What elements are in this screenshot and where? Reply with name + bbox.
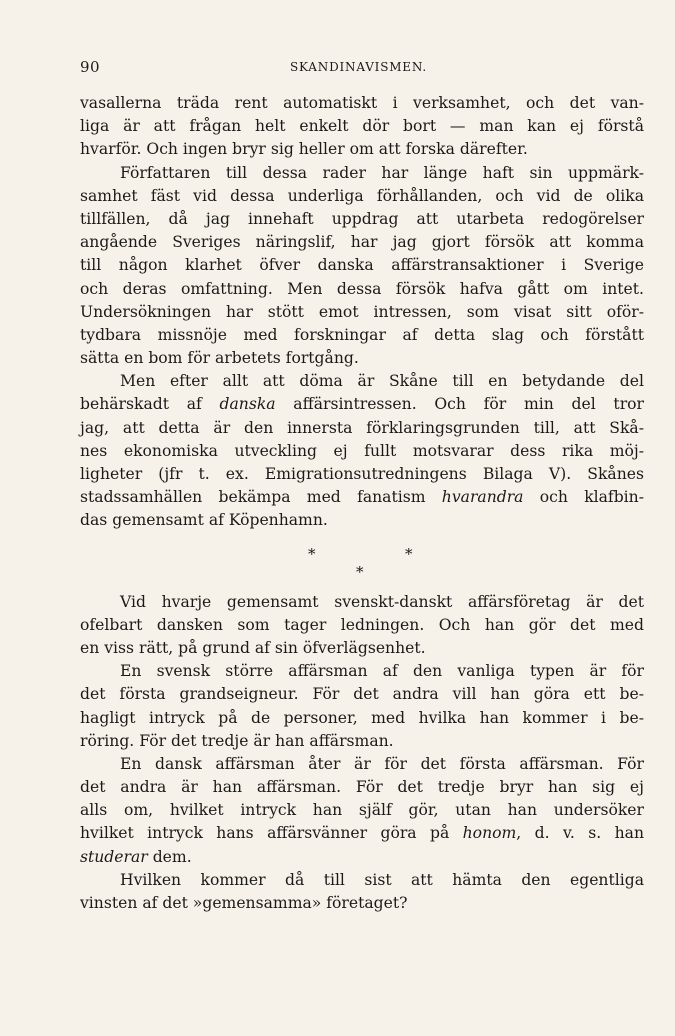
text-line: angående Sveriges näringslif, har jag gjort försök att komma [80, 233, 644, 252]
text-segment: och klafbin- [523, 488, 644, 507]
text-line: ligheter (jfr t. ex. Emigrationsutredningens Bilaga V). Skånes [80, 465, 644, 483]
asterisk-ornament: * [405, 544, 413, 563]
text-segment: dem. [147, 847, 192, 866]
asterisk-ornament: * [308, 544, 316, 563]
paragraph-7 [80, 869, 644, 915]
paragraph-3 [80, 370, 644, 532]
text-line: tydbara missnöje med forskningar af detta slag och förstått [80, 325, 644, 344]
text-line: hagligt intryck på de personer, med hvilka han kommer i be- [80, 708, 644, 727]
text-segment: behärskadt af [80, 395, 220, 414]
page-header [80, 58, 644, 80]
section-separator [80, 533, 644, 591]
text-line: det andra är han affärsman. För det tredje bryr han sig ej [80, 778, 644, 797]
text-segment: affärsintressen. Och för min del tror [275, 395, 644, 414]
text-line [80, 393, 644, 416]
page-number: 90 [80, 58, 101, 76]
text-line: En dansk affärsman åter är för det första affärsman. För [120, 754, 644, 773]
text-line: vinsten af det »gemensamma» företaget? [80, 894, 408, 912]
text-segment: , d. v. s. han [516, 824, 645, 843]
paragraph-2 [80, 162, 644, 371]
text-line: Men efter allt att döma är Skåne till en betydande del [120, 372, 644, 391]
text-line: nes ekonomiska utveckling ej fullt motsvarar dess rika möj- [80, 441, 644, 460]
text-line: Författaren till dessa rader har länge haft sin uppmärk- [120, 163, 644, 182]
running-title: SKANDINAVISMEN. [290, 60, 428, 74]
text-line: tillfällen, då jag innehaft uppdrag att utarbeta redogörelser [80, 209, 644, 228]
paragraph-4 [80, 591, 644, 661]
text-line: till någon klarhet öfver danska affärstransaktioner i Sverige [80, 256, 644, 275]
text-line [80, 822, 644, 845]
asterisk-ornament: * [356, 562, 364, 581]
text-line: En svensk större affärsman af den vanliga typen är för [120, 662, 644, 681]
text-line: Vid hvarje gemensamt svenskt-danskt affärsföretag är det [120, 592, 644, 611]
italic-word: danska [219, 395, 276, 414]
paragraph-1 [80, 92, 644, 162]
text-line: vasallerna träda rent automatiskt i verksamhet, och det van- [80, 94, 644, 112]
text-line: sätta en bom för arbetets fortgång. [80, 349, 359, 368]
text-line: Hvilken kommer då till sist att hämta den egentliga [120, 870, 644, 889]
paragraph-6 [80, 753, 644, 869]
text-line: liga är att frågan helt enkelt dör bort — man kan ej förstå [80, 117, 644, 136]
text-line: röring. För det tredje är han affärsman. [80, 731, 394, 750]
text-line: Undersökningen har stött emot intressen, som visat sitt oför- [80, 302, 644, 321]
text-line: och deras omfattning. Men dessa försök hafva gått om intet. [80, 279, 644, 298]
text-line: ofelbart dansken som tager ledningen. Och han gör det med [80, 615, 644, 634]
paragraph-5 [80, 660, 644, 753]
text-line [80, 846, 644, 869]
text-line: en viss rätt, på grund af sin öfverlägsenhet. [80, 638, 426, 657]
italic-word: honom [462, 824, 517, 843]
italic-word: hvarandra [441, 488, 524, 507]
text-line: det första grandseigneur. För det andra vill han göra ett be- [80, 685, 644, 704]
text-line [80, 486, 644, 509]
book-page [80, 58, 644, 915]
text-line: jag, att detta är den innersta förklaringsgrunden till, att Skå- [80, 418, 644, 437]
text-line: alls om, hvilket intryck han själf gör, utan han undersöker [80, 801, 644, 820]
italic-word: studerar [80, 847, 148, 866]
text-segment: hvilket intryck hans affärsvänner göra på [80, 824, 463, 843]
text-line: samhet fäst vid dessa underliga förhållanden, och vid de olika [80, 186, 644, 205]
text-line: hvarför. Och ingen bryr sig heller om att forska därefter. [80, 140, 528, 159]
text-segment: stadssamhällen bekämpa med fanatism [80, 488, 442, 507]
text-line: das gemensamt af Köpenhamn. [80, 511, 328, 530]
